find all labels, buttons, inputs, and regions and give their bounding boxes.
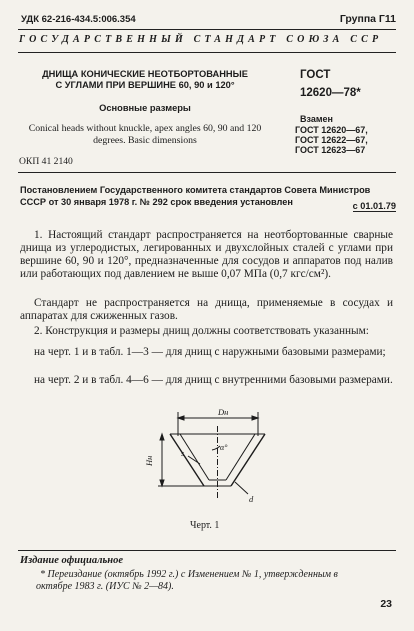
- figure-caption: Черт. 1: [190, 520, 220, 531]
- english-title: Conical heads without knuckle, apex angles 60, 90 and 120 degrees. Basic dimensions: [28, 123, 262, 146]
- dim-d-label: d: [249, 494, 254, 504]
- leader-d: [235, 482, 248, 494]
- official-edition: Издание официальное: [20, 555, 124, 566]
- banner-rule: [18, 52, 396, 53]
- title-rule: [18, 172, 396, 173]
- replaces-label: Взамен: [300, 114, 333, 124]
- dim-hn-label: Hн: [144, 455, 154, 466]
- arrow-left: [178, 416, 184, 420]
- standard-title: [20, 69, 270, 91]
- arrow-right: [252, 416, 258, 420]
- arrow-down: [160, 480, 164, 486]
- udk-code: УДК 62-216-434.5:006.354: [21, 14, 136, 25]
- standard-subtitle: Основные размеры: [99, 103, 191, 113]
- gost-label: ГОСТ: [300, 69, 331, 81]
- decree-text: Постановлением Государственного комитета стандартов Совета Министров СССР от 30 января 1978 г. № 292 срок введения установлен: [20, 185, 371, 207]
- dim-s-label: s: [181, 448, 185, 458]
- replaced-standard: ГОСТ 12623—67: [295, 145, 366, 155]
- gost-number: 12620—78*: [300, 87, 361, 99]
- title-line-2: С УГЛАМИ ПРИ ВЕРШИНЕ 60, 90 и 120°: [55, 80, 235, 90]
- paragraph-4: на черт. 1 и в табл. 1—3 — для днищ с наружными базовыми размерами;: [34, 346, 386, 358]
- footer-rule: [18, 550, 396, 551]
- angle-arc: [212, 446, 220, 450]
- effective-date: с 01.01.79: [352, 201, 396, 211]
- page-number: 23: [380, 598, 392, 610]
- conical-head-drawing: [140, 408, 290, 518]
- okp-code: ОКП 41 2140: [19, 156, 73, 167]
- dim-alpha-label: α°: [220, 443, 228, 452]
- paragraph-2: Стандарт не распространяется на днища, применяемые в сосудах и аппаратах для сжиженных газов.: [20, 297, 393, 323]
- left-wall-outer: [170, 434, 204, 486]
- arrow-up: [160, 434, 164, 440]
- replaced-standards: [295, 125, 368, 155]
- replaced-standard: ГОСТ 12622—67,: [295, 135, 368, 145]
- top-rule: [18, 29, 396, 30]
- paragraph-1: 1. Настоящий стандарт распространяется на неотбортованные сварные днища из углеродистых, легированных и двухслойных сталей с углами при вершине 60, 90 и 120°, предназначенные для сосудов и аппаратов под налив или работающих под давлением не выше 0,07 МПа (0,7 кгс/см²).: [20, 229, 393, 281]
- group-code: Группа Г11: [339, 13, 396, 25]
- right-wall-outer: [231, 434, 265, 486]
- replaced-standard: ГОСТ 12620—67,: [295, 125, 368, 135]
- dim-dn-label: Dн: [218, 408, 229, 417]
- banner-title: ГОСУДАРСТВЕННЫЙ СТАНДАРТ СОЮЗА ССР: [19, 34, 383, 45]
- leader-s: [188, 456, 200, 464]
- reprint-note: * Переиздание (октябрь 1992 г.) с Изменением № 1, утвержденным в октябре 1983 г. (ИУС № 2—84).: [36, 569, 338, 592]
- paragraph-5: на черт. 2 и в табл. 4—6 — для днищ с внутренними базовыми размерами.: [34, 374, 393, 386]
- paragraph-3: 2. Конструкция и размеры днищ должны соответствовать указанным:: [34, 325, 369, 337]
- title-line-1: ДНИЩА КОНИЧЕСКИЕ НЕОТБОРТОВАННЫЕ: [42, 69, 248, 79]
